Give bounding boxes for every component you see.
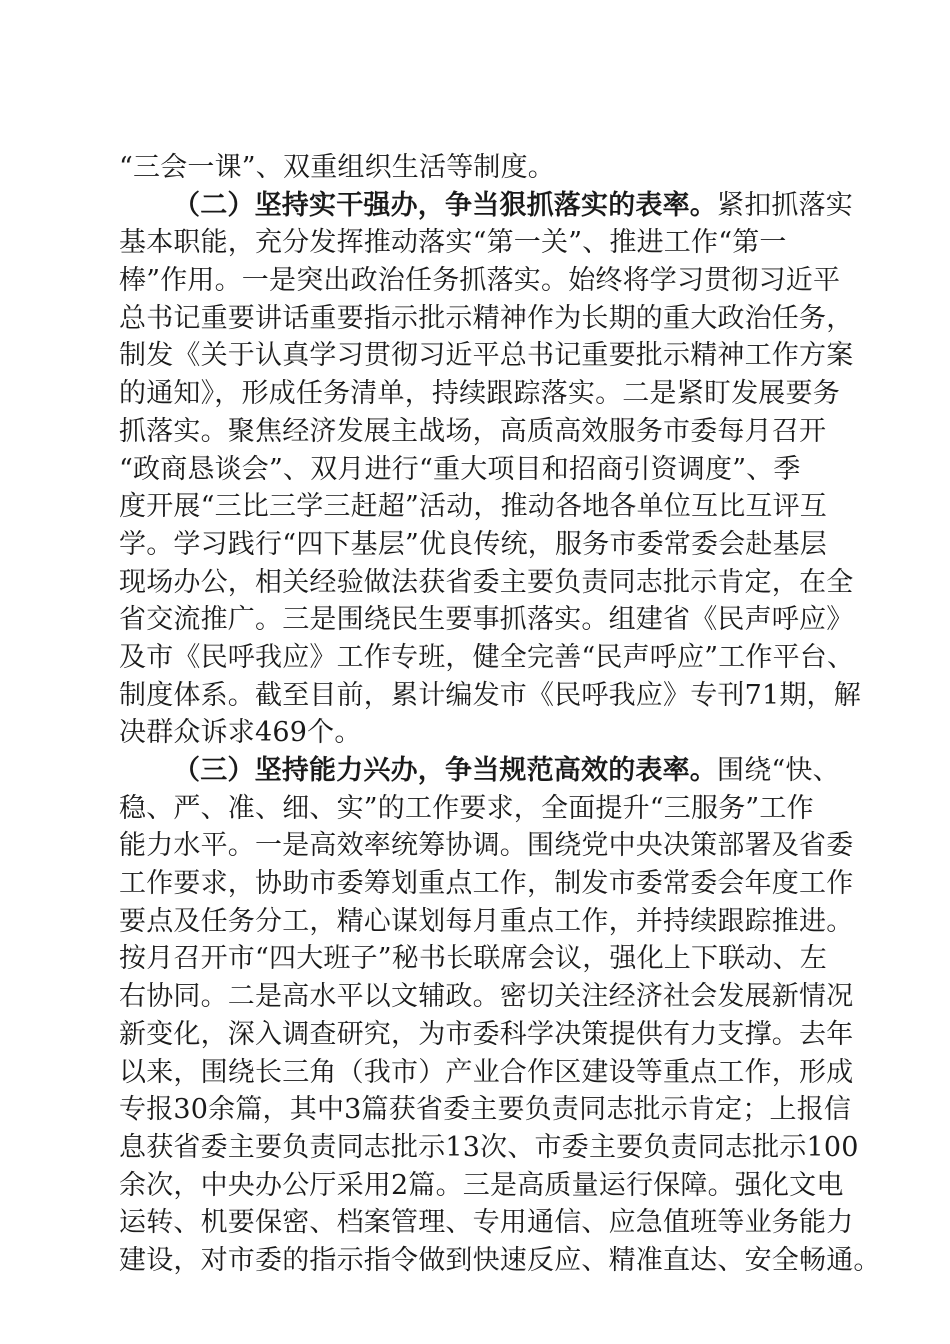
- paragraph-line: 抓落实。聚焦经济发展主战场，高质高效服务市委每月召开: [119, 415, 827, 447]
- paragraph-line: “政商恳谈会”、双月进行“重大项目和招商引资调度”、季: [119, 453, 801, 485]
- paragraph-line: 决群众诉求469个。: [119, 717, 362, 749]
- paragraph-line: 要点及任务分工，精心谋划每月重点工作，并持续跟踪推进。: [119, 905, 854, 937]
- section-three-heading: （三）坚持能力兴办，争当规范高效的表率。: [173, 755, 717, 786]
- paragraph-line: 右协同。二是高水平以文辅政。密切关注经济社会发展新情况: [119, 981, 854, 1013]
- paragraph-line: 稳、严、准、细、实”的工作要求，全面提升“三服务”工作: [119, 792, 814, 824]
- section-two-first-line: [119, 187, 853, 225]
- paragraph-line: 运转、机要保密、档案管理、专用通信、应急值班等业务能力: [119, 1207, 854, 1239]
- paragraph-line: 制发《关于认真学习贯彻习近平总书记重要批示精神工作方案: [119, 340, 854, 372]
- paragraph-line: 度开展“三比三学三赶超”活动，推动各地各单位互比互评互: [119, 491, 828, 523]
- paragraph-line-text: 围绕“快、: [717, 755, 840, 786]
- paragraph-line: 基本职能，充分发挥推动落实“第一关”、推进工作“第一: [119, 227, 787, 259]
- paragraph-line: 工作要求，协助市委筹划重点工作，制发市委常委会年度工作: [119, 868, 854, 900]
- paragraph-line: 专报30余篇，其中3篇获省委主要负责同志批示肯定；上报信: [119, 1094, 852, 1126]
- paragraph-line: 按月召开市“四大班子”秘书长联席会议，强化上下联动、左: [119, 943, 828, 975]
- paragraph-line: 总书记重要讲话重要指示批示精神作为长期的重大政治任务，: [119, 302, 854, 334]
- paragraph-line: 建设，对市委的指示指令做到快速反应、精准直达、安全畅通。: [119, 1244, 881, 1276]
- paragraph-line: 息获省委主要负责同志批示13次、市委主要负责同志批示100: [119, 1131, 859, 1163]
- paragraph-line: 制度体系。截至目前，累计编发市《民呼我应》专刊71期，解: [119, 679, 861, 711]
- paragraph-line: 及市《民呼我应》工作专班，健全完善“民声呼应”工作平台、: [119, 641, 855, 673]
- document-body: [119, 149, 881, 1280]
- paragraph-line: 现场办公，相关经验做法获省委主要负责同志批示肯定，在全: [119, 566, 854, 598]
- paragraph-line: 能力水平。一是高效率统筹协调。围绕党中央决策部署及省委: [119, 830, 854, 862]
- paragraph-line: 新变化，深入调查研究，为市委科学决策提供有力支撑。去年: [119, 1018, 854, 1050]
- paragraph-line: 以来，围绕长三角（我市）产业合作区建设等重点工作，形成: [119, 1056, 854, 1088]
- paragraph-line-text: 紧扣抓落实: [717, 189, 853, 221]
- paragraph-line: 棒”作用。一是突出政治任务抓落实。始终将学习贯彻习近平: [119, 265, 841, 297]
- paragraph-line: 余次，中央办公厅采用2篇。三是高质量运行保障。强化文电: [119, 1169, 844, 1201]
- section-two-heading: （二）坚持实干强办，争当狠抓落实的表率。: [173, 189, 717, 221]
- paragraph-line: 省交流推广。三是围绕民生要事抓落实。组建省《民声呼应》: [119, 604, 854, 636]
- paragraph-line: “三会一课”、双重组织生活等制度。: [119, 152, 556, 183]
- paragraph-line: 学。学习践行“四下基层”优良传统，服务市委常委会赴基层: [119, 528, 828, 560]
- section-three-first-line: [119, 752, 840, 790]
- paragraph-line: 的通知》，形成任务清单，持续跟踪落实。二是紧盯发展要务: [119, 378, 840, 410]
